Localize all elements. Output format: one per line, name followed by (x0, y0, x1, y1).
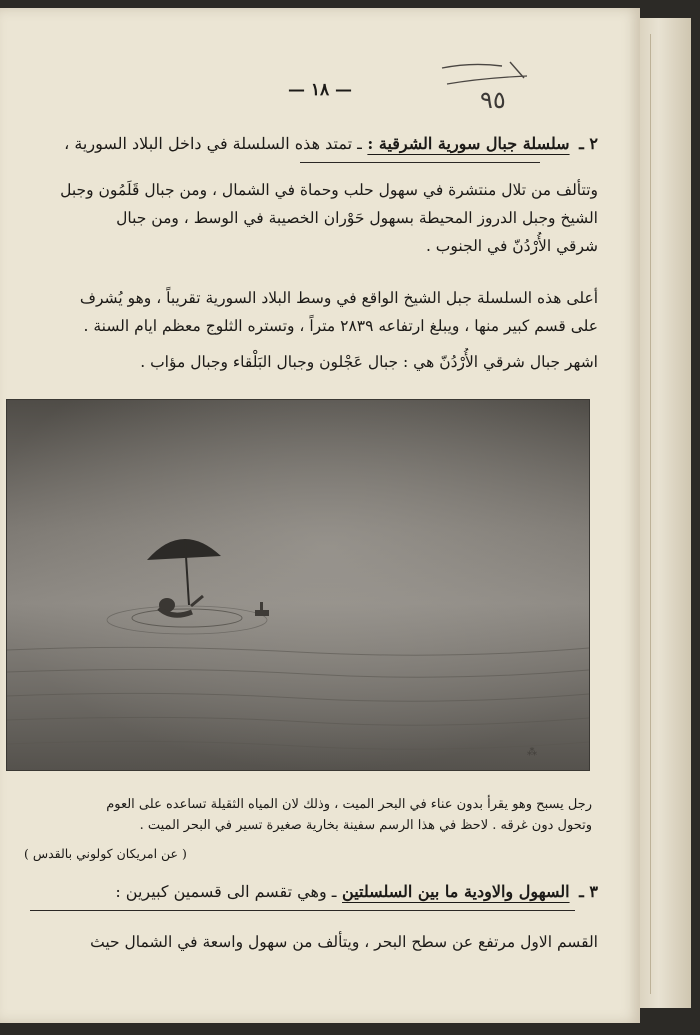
page-edge-inner (650, 34, 691, 994)
section-2-paragraph-3 (38, 348, 598, 376)
section-2-heading-rest: ـ تمتد هذه السلسلة في داخل البلاد السورية ، (64, 134, 362, 153)
dead-sea-photo (6, 399, 590, 771)
text-line: أعلى هذه السلسلة جبل الشيخ الواقع في وسط البلاد السورية تقريباً ، وهو يُشرف (79, 289, 598, 307)
text-line: شرقي الأُرْدُنّ في الجنوب . (425, 237, 598, 255)
photo-source: ( عن امريكان كولوني بالقدس ) (24, 846, 187, 861)
section-3-paragraph-1 (38, 928, 598, 956)
caption-line: وتحول دون غرقه . لاحظ في هذا الرسم سفينة بخارية صغيرة تسير في البحر الميت . (139, 818, 592, 833)
margin-note: ٩٥ (480, 86, 506, 114)
caption-line: رجل يسبح وهو يقرأ بدون عناء في البحر الميت ، وذلك لان المياه الثقيلة تساعده على العوم (106, 797, 592, 812)
section-3-heading-rest: ـ وهي تقسم الى قسمين كبيرين : (115, 882, 337, 901)
section-2-paragraph-1 (38, 176, 598, 260)
section-3-heading (38, 882, 598, 901)
book-page (0, 8, 640, 1023)
section-2-rule (300, 162, 540, 163)
text-line: اشهر جبال شرقي الأُرْدُنّ هي : جبال عَجْلون وجبال البَلْقاء وجبال مؤاب . (140, 353, 598, 371)
section-3-number: ٣ ـ (579, 882, 598, 901)
page-number: — ١٨ — (287, 80, 353, 100)
text-line: وتتألف من تلال منتشرة في سهول حلب وحماة في الشمال ، ومن جبال قَلَمُون وجبل (60, 181, 598, 199)
text-line: القسم الاول مرتفع عن سطح البحر ، ويتألف من سهول واسعة في الشمال حيث (90, 933, 598, 951)
section-2-paragraph-2 (38, 284, 598, 340)
photo-caption (42, 794, 592, 836)
section-2-heading (38, 134, 598, 153)
section-2-title: سلسلة جبال سورية الشرقية : (367, 134, 570, 153)
svg-text:⁂: ⁂ (527, 747, 537, 758)
section-3-rule (30, 910, 575, 911)
section-2-number: ٢ ـ (579, 134, 598, 153)
text-line: الشيخ وجبل الدروز المحيطة بسهول حَوْران الخصيبة في الوسط ، ومن جبال (116, 209, 598, 227)
text-line: على قسم كبير منها ، ويبلغ ارتفاعه ٢٨٣٩ متراً ، وتستره الثلوج معظم ايام السنة . (83, 317, 598, 335)
section-3-title: السهول والاودية ما بين السلسلتين (342, 882, 570, 901)
